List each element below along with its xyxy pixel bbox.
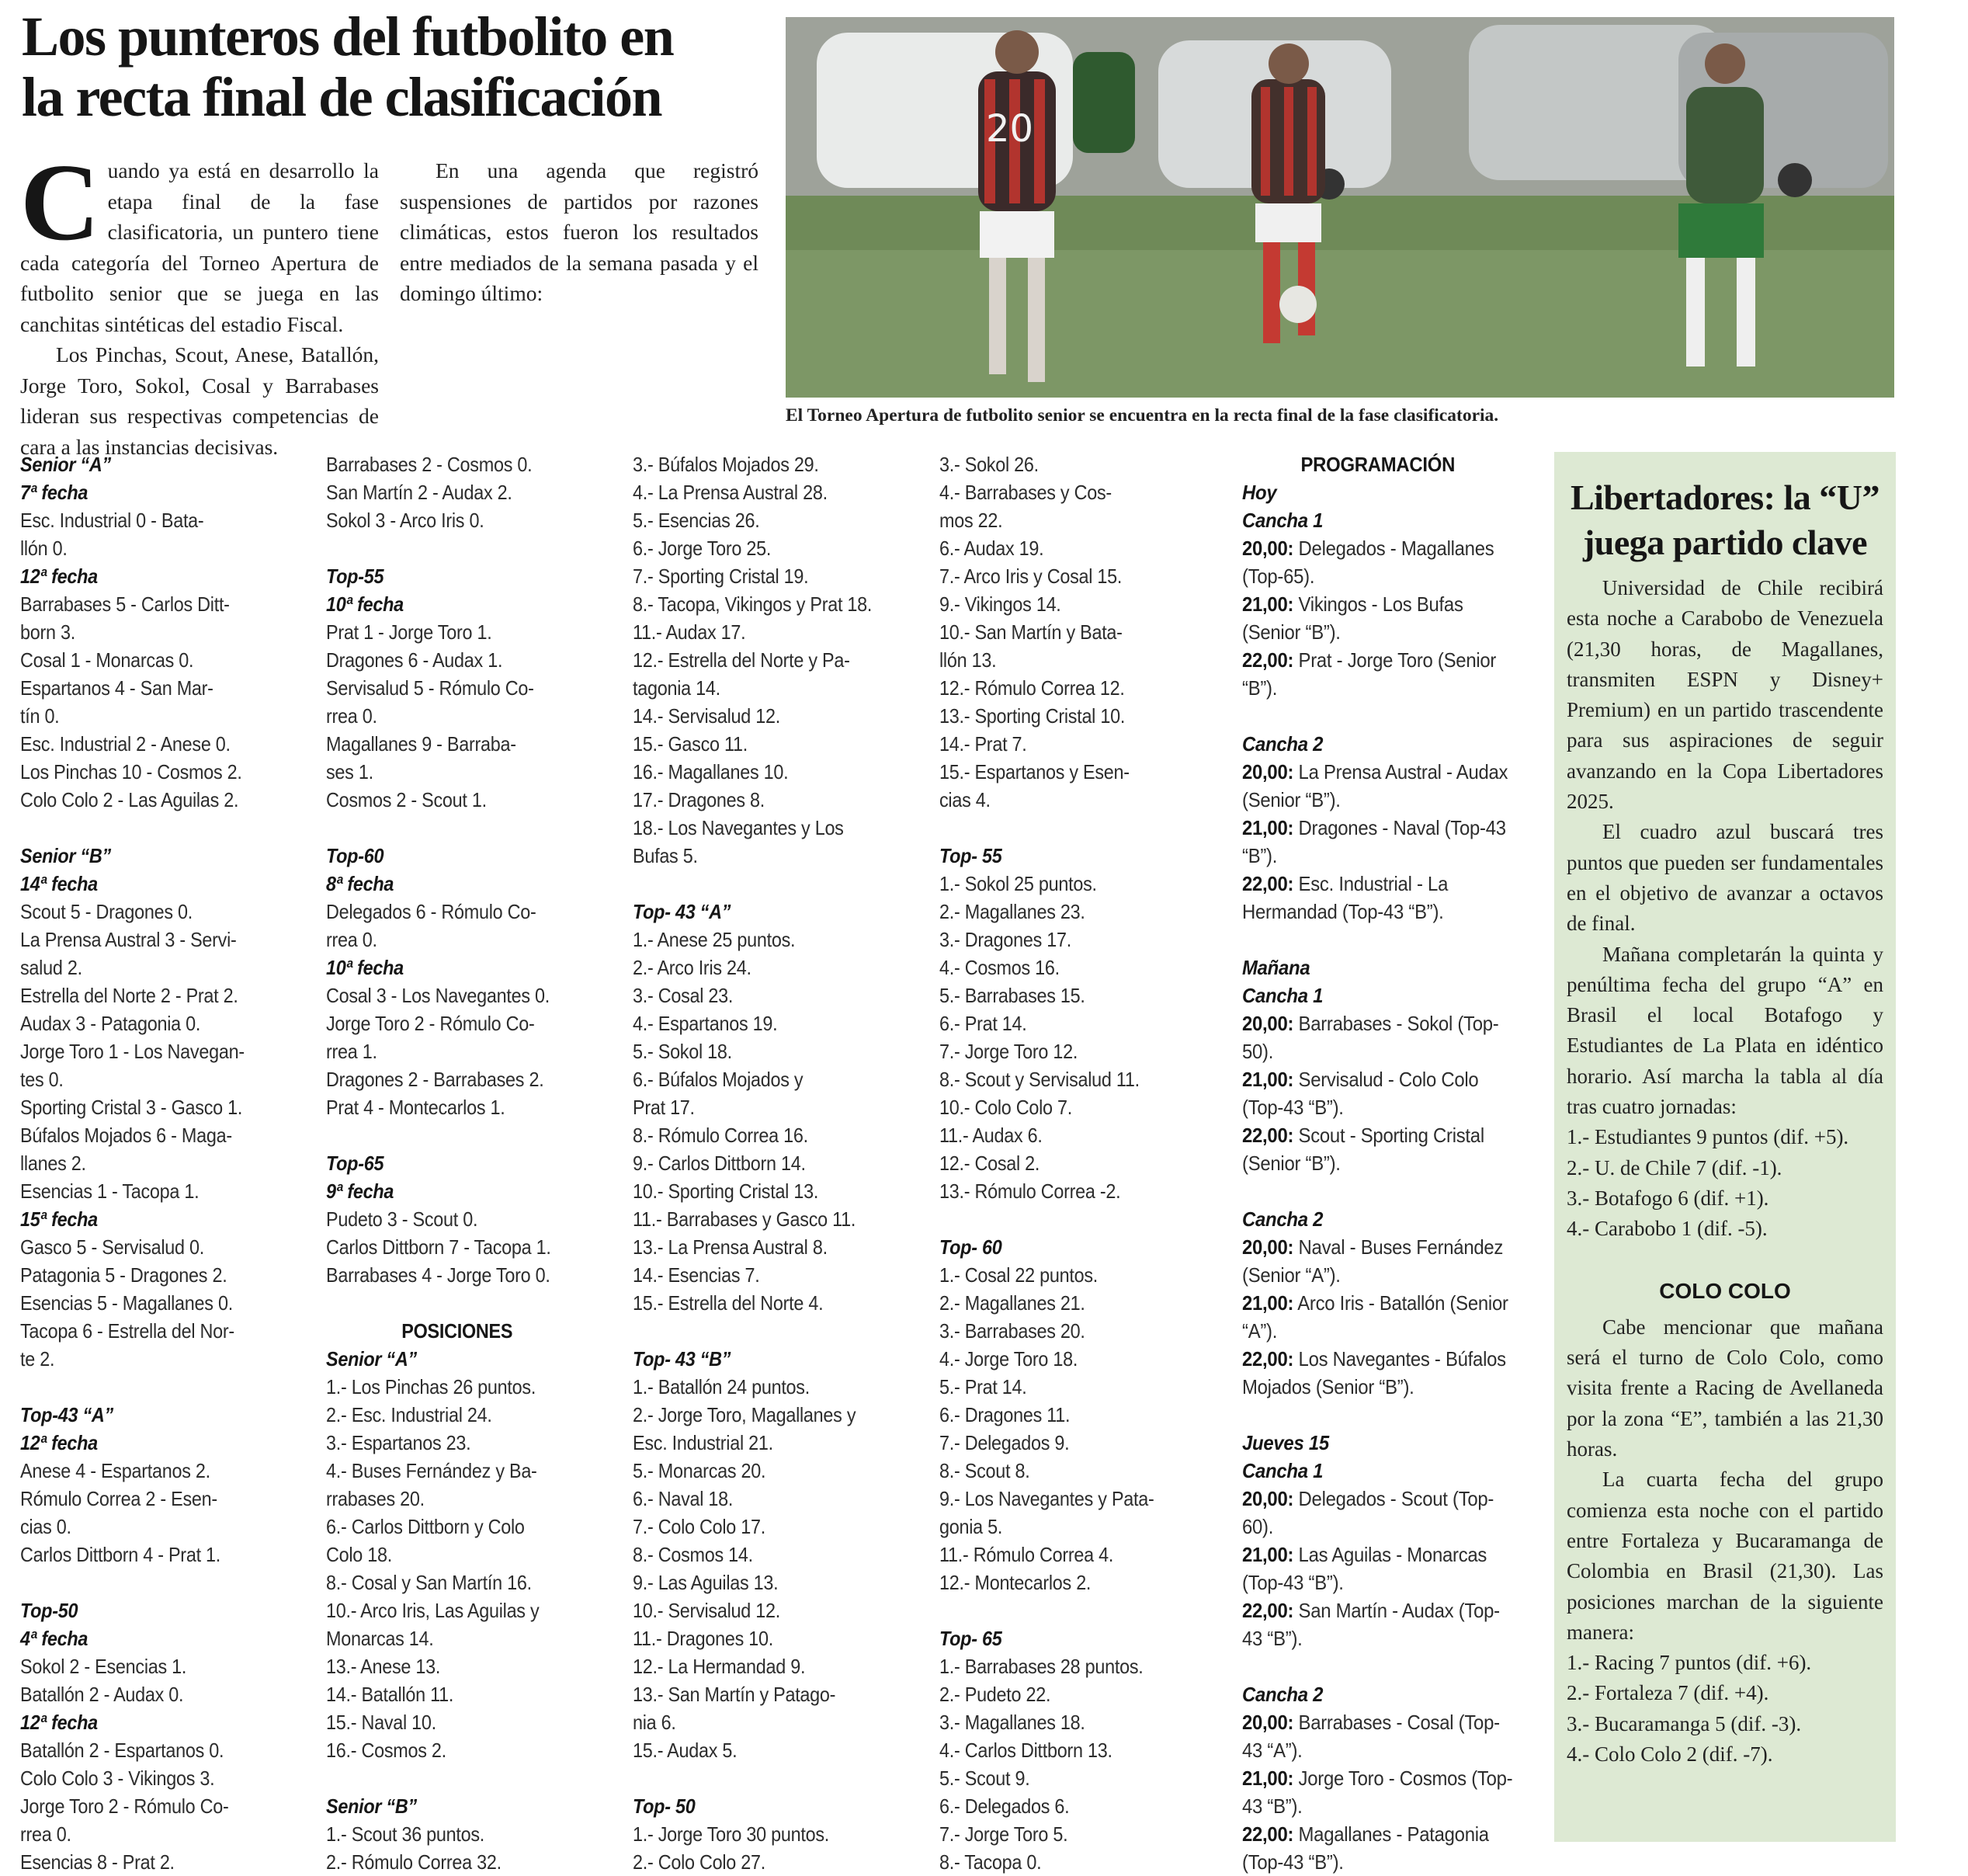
section-heading: Top- 60 [939,1235,1002,1259]
result-line: Anese 4 - Espartanos 2. [20,1459,210,1482]
sidebar-subhead: COLO COLO [1659,1278,1791,1303]
section-heading: 7ª fecha [20,481,89,504]
match-entry: 20,00: Delegados - Scout (Top-60). [1242,1487,1494,1538]
result-line: 13.- Rómulo Correa -2. [939,1179,1121,1203]
intro-column-2 [400,155,758,309]
result-line: 1.- Jorge Toro 30 puntos. [633,1822,829,1846]
result-line: 11.- Audax 17. [633,620,746,644]
result-line: 13.- Anese 13. [326,1655,441,1678]
match-entry: 22,00: Prat - Jorge Toro (Senior “B”). [1242,648,1497,700]
result-line: 6.- Búfalos Mojados y [633,1068,804,1091]
section-heading: Cancha 2 [1242,1207,1324,1231]
match-entry: 20,00: Barrabases - Cosal (Top-43 “A”). [1242,1711,1500,1762]
section-heading: 10ª fecha [326,956,404,979]
match-entry: 22,00: Los Navegantes - Búfalos Mojados (Senior “B”). [1242,1347,1506,1398]
result-line: 14.- Prat 7. [939,732,1027,756]
result-line: tín 0. [20,704,60,728]
result-line: 4.- Buses Fernández y Ba- [326,1459,537,1482]
spacer [326,1121,588,1149]
result-line: Carlos Dittborn 4 - Prat 1. [20,1543,221,1566]
sidebar-paragraph-4: Cabe mencionar que mañana será el turno de Colo Colo, como visita frente a Racing de Avellaneda por la zona “E”, también a las 21,30 horas. [1567,1315,1883,1461]
result-line: 13.- La Prensa Austral 8. [633,1235,828,1259]
section-heading: Cancha 1 [1242,1459,1324,1482]
schedule-column [1242,450,1514,1876]
result-line: Rómulo Correa 2 - Esen- [20,1487,217,1510]
result-line: rrabases 20. [326,1487,425,1510]
result-line: ses 1. [326,760,373,783]
spacer [1242,926,1514,954]
result-line: 8.- Scout 8. [939,1459,1030,1482]
standings-column-3 [633,450,895,1876]
headline [22,6,767,127]
result-line: 8.- Rómulo Correa 16. [633,1124,808,1147]
result-line: tagonia 14. [633,676,720,700]
result-line: Barrabases 4 - Jorge Toro 0. [326,1263,550,1287]
standings-group-a-1: 1.- Estudiantes 9 puntos (dif. +5). [1567,1125,1849,1149]
result-line: 7.- Sporting Cristal 19. [633,565,809,588]
photo-caption: El Torneo Apertura de futbolito senior se encuentra en la recta final de la fase clasificatoria. [786,405,1499,426]
result-line: 16.- Magallanes 10. [633,760,789,783]
result-line: 4.- Cosmos 16. [939,956,1060,979]
intro-paragraph-3: En una agenda que registró suspensiones de partidos por razones climáticas, estos fueron los resultados entre mediados de la semana pasada y el domingo último: [400,158,758,305]
spacer [939,1596,1202,1624]
result-line: 12.- Rómulo Correa 12. [939,676,1125,700]
result-line: llón 13. [939,648,997,672]
result-line: Esc. Industrial 0 - Bata- [20,509,204,532]
result-line: tes 0. [20,1068,64,1091]
match-entry: 21,00: Dragones - Naval (Top-43 “B”). [1242,816,1506,867]
result-line: nia 6. [633,1711,676,1734]
section-heading: Top-55 [326,565,384,588]
result-line: 6.- Dragones 11. [939,1403,1071,1426]
sidebar-paragraph-2: El cuadro azul buscará tres puntos que pueden ser fundamentales en el objetivo de avanzar a octavos de final. [1567,820,1883,936]
match-entry: 22,00: San Martín - Audax (Top-43 “B”). [1242,1599,1500,1650]
section-heading: Mañana [1242,956,1310,979]
result-line: Delegados 6 - Rómulo Co- [326,900,536,923]
section-heading: 10ª fecha [326,592,404,616]
section-heading: 8ª fecha [326,872,394,895]
standings-group-e-1: 1.- Racing 7 puntos (dif. +6). [1567,1651,1812,1675]
result-line: 12.- Estrella del Norte y Pa- [633,648,850,672]
sidebar-paragraph-3: Mañana completarán la quinta y penúltima fecha del grupo “A” en Brasil el local Botafogo y Estudiantes de La Plata en idéntico horario. Así marcha la tabla al día tras cuatro jornadas: [1567,942,1883,1119]
result-line: cias 4. [939,788,991,811]
result-line: 7.- Jorge Toro 12. [939,1040,1078,1063]
result-line: 3.- Sokol 26. [939,453,1039,476]
sidebar-paragraph-1: Universidad de Chile recibirá esta noche a Carabobo de Venezuela (21,30 horas, de Magallanes, transmiten ESPN y Disney+ Premium) en un partido trascendente para sus aspiraciones de seguir avanzando en la Copa Libertadores 2025. [1567,576,1883,814]
section-heading: Top-43 “A” [20,1403,113,1426]
result-line: 11.- Rómulo Correa 4. [939,1543,1114,1566]
result-line: 2.- Rómulo Correa 32. [326,1850,502,1874]
section-heading: 12ª fecha [20,1431,98,1454]
result-line: Sokol 2 - Esencias 1. [20,1655,187,1678]
spacer [1242,1652,1514,1680]
spacer [633,1764,895,1792]
result-line: 2.- Arco Iris 24. [633,956,751,979]
result-line: 14.- Servisalud 12. [633,704,780,728]
result-line: rrea 0. [20,1822,71,1846]
result-line: 6.- Carlos Dittborn y Colo [326,1515,525,1538]
result-line: 9.- Carlos Dittborn 14. [633,1152,806,1175]
intro-paragraph-1: Cuando ya está en desarrollo la etapa final de la fase clasificatoria, un puntero tiene cada categoría del Torneo Apertura de futbolito senior que se juega en las canchitas sintéticas del estadio Fiscal. [20,141,379,336]
sidebar-title [1567,475,1883,565]
result-line: 5.- Scout 9. [939,1767,1030,1790]
section-heading: Top-65 [326,1152,384,1175]
libertadores-sidebar [1554,452,1896,1842]
result-line: 4.- Carlos Dittborn 13. [939,1739,1112,1762]
match-entry: 20,00: Delegados - Magallanes (Top-65). [1242,537,1494,588]
result-line: cias 0. [20,1515,71,1538]
result-line: Carlos Dittborn 7 - Tacopa 1. [326,1235,551,1259]
result-line: 5.- Monarcas 20. [633,1459,766,1482]
result-line: 2.- Pudeto 22. [939,1683,1051,1706]
headline-line-2: la recta final de clasificación [22,66,662,128]
result-line: 9.- Los Navegantes y Pata- [939,1487,1154,1510]
result-line: 3.- Dragones 17. [939,928,1071,951]
result-line: Barrabases 5 - Carlos Ditt- [20,592,230,616]
result-line: Prat 17. [633,1096,695,1119]
result-line: Dragones 6 - Audax 1. [326,648,503,672]
section-heading: Cancha 1 [1242,984,1324,1007]
result-line: Jorge Toro 2 - Rómulo Co- [326,1012,535,1035]
result-line: 7.- Colo Colo 17. [633,1515,766,1538]
result-line: 15.- Gasco 11. [633,732,748,756]
match-entry: 20,00: La Prensa Austral - Audax (Senior “B”). [1242,760,1508,811]
result-line: 11.- Barrabases y Gasco 11. [633,1207,856,1231]
spacer [326,534,588,562]
results-column-2 [326,450,588,1876]
drop-cap: C [20,141,100,263]
standings-column-4 [939,450,1202,1876]
standings-group-a-4: 4.- Carabobo 1 (dif. -5). [1567,1217,1768,1241]
result-line: 2.- Magallanes 23. [939,900,1085,923]
section-heading: Top-50 [20,1599,78,1622]
sidebar-paragraph-5: La cuarta fecha del grupo comienza esta noche con el partido entre Fortaleza y Bucaramanga de Colombia en Brasil (21,30). Las posiciones marchan de la siguiente manera: [1567,1468,1883,1644]
result-line: 3.- Espartanos 23. [326,1431,471,1454]
spacer [1242,702,1514,730]
match-entry: 20,00: Naval - Buses Fernández (Senior “A”). [1242,1235,1504,1287]
result-line: 5.- Sokol 18. [633,1040,732,1063]
result-line: 13.- Sporting Cristal 10. [939,704,1126,728]
result-line: Pudeto 3 - Scout 0. [326,1207,478,1231]
result-line: 2.- Esc. Industrial 24. [326,1403,492,1426]
match-entry: 20,00: Barrabases - Sokol (Top-50). [1242,1012,1499,1063]
result-line: 12.- La Hermandad 9. [633,1655,806,1678]
result-line: 4.- Jorge Toro 18. [939,1347,1078,1371]
section-heading: Top- 55 [939,844,1002,867]
result-line: rrea 0. [326,928,377,951]
result-line: 3.- Cosal 23. [633,984,734,1007]
result-line: Tacopa 6 - Estrella del Nor- [20,1319,234,1343]
spacer [633,870,895,898]
result-line: 1.- Batallón 24 puntos. [633,1375,810,1398]
result-line: Prat 4 - Montecarlos 1. [326,1096,505,1119]
jersey-number: 20 [986,107,1034,151]
result-line: Colo Colo 3 - Vikingos 3. [20,1767,215,1790]
section-heading: Senior “A” [326,1347,417,1371]
result-line: 15.- Naval 10. [326,1711,436,1734]
result-line: 5.- Esencias 26. [633,509,760,532]
result-line: Patagonia 5 - Dragones 2. [20,1263,227,1287]
result-line: Jorge Toro 2 - Rómulo Co- [20,1794,229,1818]
result-line: 18.- Los Navegantes y Los [633,816,844,839]
result-line: 5.- Prat 14. [939,1375,1027,1398]
result-line: 8.- Cosmos 14. [633,1543,753,1566]
result-line: Barrabases 2 - Cosmos 0. [326,453,533,476]
match-entry: 21,00: Jorge Toro - Cosmos (Top-43 “B”). [1242,1767,1513,1818]
result-line: 1.- Barrabases 28 puntos. [939,1655,1144,1678]
result-line: 7.- Arco Iris y Cosal 15. [939,565,1123,588]
match-entry: 21,00: Servisalud - Colo Colo (Top-43 “B”). [1242,1068,1479,1119]
result-line: 1.- Los Pinchas 26 puntos. [326,1375,536,1398]
result-line: Los Pinchas 10 - Cosmos 2. [20,760,242,783]
section-heading: Top- 43 “B” [633,1347,731,1371]
result-line: Audax 3 - Patagonia 0. [20,1012,201,1035]
result-line: 2.- Jorge Toro, Magallanes y [633,1403,856,1426]
sidebar-body [1567,573,1883,1770]
result-line: Jorge Toro 1 - Los Navegan- [20,1040,245,1063]
spacer [1242,1401,1514,1429]
result-line: Estrella del Norte 2 - Prat 2. [20,984,238,1007]
results-column-1 [20,450,283,1876]
result-line: te 2. [20,1347,55,1371]
result-line: San Martín 2 - Audax 2. [326,481,512,504]
result-line: 10.- San Martín y Bata- [939,620,1123,644]
section-heading: 12ª fecha [20,1711,98,1734]
headline-line-1: Los punteros del futbolito en [22,5,674,68]
result-line: born 3. [20,620,75,644]
result-line: Prat 1 - Jorge Toro 1. [326,620,492,644]
standings-group-e-2: 2.- Fortaleza 7 (dif. +4). [1567,1681,1769,1705]
result-line: rrea 0. [326,704,377,728]
result-line: Gasco 5 - Servisalud 0. [20,1235,205,1259]
standings-group-a-2: 2.- U. de Chile 7 (dif. -1). [1567,1155,1782,1179]
sidebar-title-line-2: juega partido clave [1582,523,1868,562]
spacer [939,1205,1202,1233]
result-line: 9.- Las Aguilas 13. [633,1571,779,1594]
result-line: 4.- La Prensa Austral 28. [633,481,828,504]
result-line: 3.- Barrabases 20. [939,1319,1085,1343]
result-line: 6.- Jorge Toro 25. [633,537,772,560]
result-line: 8.- Cosal y San Martín 16. [326,1571,532,1594]
result-line: Batallón 2 - Espartanos 0. [20,1739,224,1762]
result-line: salud 2. [20,956,82,979]
result-line: Colo Colo 2 - Las Aguilas 2. [20,788,239,811]
spacer [1242,1177,1514,1205]
result-line: 1.- Scout 36 puntos. [326,1822,485,1846]
result-line: Magallanes 9 - Barraba- [326,732,516,756]
result-line: 16.- Cosmos 2. [326,1739,446,1762]
result-line: 4.- Barrabases y Cos- [939,481,1112,504]
standings-group-e-4: 4.- Colo Colo 2 (dif. -7). [1567,1742,1773,1766]
result-line: Scout 5 - Dragones 0. [20,900,193,923]
result-line: 6.- Prat 14. [939,1012,1027,1035]
result-line: 2.- Magallanes 21. [939,1291,1085,1315]
section-heading: Senior “A” [20,453,111,476]
result-line: 12.- Montecarlos 2. [939,1571,1092,1594]
result-line: Cosmos 2 - Scout 1. [326,788,487,811]
result-line: 12.- Cosal 2. [939,1152,1040,1175]
standings-group-e-3: 3.- Bucaramanga 5 (dif. -3). [1567,1711,1802,1735]
result-line: 1.- Anese 25 puntos. [633,928,796,951]
section-heading: 12ª fecha [20,565,98,588]
result-line: rrea 1. [326,1040,377,1063]
match-photo [786,17,1894,398]
result-line: 10.- Colo Colo 7. [939,1096,1073,1119]
standings-group-a-3: 3.- Botafogo 6 (dif. +1). [1567,1186,1769,1210]
section-heading: Senior “B” [20,844,111,867]
result-line: 15.- Audax 5. [633,1739,738,1762]
result-line: 15.- Espartanos y Esen- [939,760,1130,783]
result-line: 13.- San Martín y Patago- [633,1683,836,1706]
result-line: 4.- Espartanos 19. [633,1012,778,1035]
result-line: Esencias 5 - Magallanes 0. [20,1291,233,1315]
spacer [20,1373,283,1401]
spacer [326,1289,588,1317]
result-line: 11.- Audax 6. [939,1124,1043,1147]
result-line: 10.- Arco Iris, Las Aguilas y [326,1599,540,1622]
match-photo-illustration [786,17,1894,398]
spacer [326,814,588,842]
result-line: Esencias 1 - Tacopa 1. [20,1179,200,1203]
result-line: Cosal 3 - Los Navegantes 0. [326,984,550,1007]
result-line: llanes 2. [20,1152,86,1175]
result-line: Monarcas 14. [326,1627,434,1650]
spacer [20,1569,283,1596]
result-line: 8.- Tacopa, Vikingos y Prat 18. [633,592,873,616]
result-line: 5.- Barrabases 15. [939,984,1085,1007]
match-entry: 22,00: Esc. Industrial - La Hermandad (Top-43 “B”). [1242,872,1449,923]
result-line: La Prensa Austral 3 - Servi- [20,928,237,951]
intro-column-1 [20,141,379,462]
section-heading: Top- 65 [939,1627,1002,1650]
section-heading: 9ª fecha [326,1179,394,1203]
result-line: 10.- Servisalud 12. [633,1599,780,1622]
match-entry: 22,00: Magallanes - Patagonia (Top-43 “B”). [1242,1822,1489,1874]
result-line: 11.- Dragones 10. [633,1627,773,1650]
section-heading: Top- 43 “A” [633,900,731,923]
result-line: 8.- Tacopa 0. [939,1850,1042,1874]
section-heading: Hoy [1242,481,1277,504]
section-heading: Senior “B” [326,1794,417,1818]
result-line: 14.- Batallón 11. [326,1683,454,1706]
result-line: 15.- Estrella del Norte 4. [633,1291,824,1315]
result-line: 8.- Scout y Servisalud 11. [939,1068,1140,1091]
section-heading: Jueves 15 [1242,1431,1329,1454]
section-heading: Cancha 2 [1242,732,1324,756]
match-entry: 22,00: Scout - Sporting Cristal (Senior “B”). [1242,1124,1484,1175]
match-entry: 21,00: Vikingos - Los Bufas (Senior “B”). [1242,592,1463,644]
section-heading: 15ª fecha [20,1207,98,1231]
spacer [633,1317,895,1345]
section-heading: Top- 50 [633,1794,696,1818]
result-line: gonia 5. [939,1515,1003,1538]
result-line: mos 22. [939,509,1003,532]
result-line: 6.- Audax 19. [939,537,1044,560]
result-line: 9.- Vikingos 14. [939,592,1061,616]
section-heading: 4ª fecha [20,1627,89,1650]
match-entry: 21,00: Las Aguilas - Monarcas (Top-43 “B”). [1242,1543,1487,1594]
result-line: 17.- Dragones 8. [633,788,765,811]
section-heading: Top-60 [326,844,384,867]
spacer [20,814,283,842]
column-heading: PROGRAMACIÓN [1300,453,1456,476]
section-heading: 14ª fecha [20,872,98,895]
column-heading: POSICIONES [401,1319,513,1343]
result-line: Búfalos Mojados 6 - Maga- [20,1124,232,1147]
result-line: 1.- Cosal 22 puntos. [939,1263,1099,1287]
result-line: 7.- Jorge Toro 5. [939,1822,1068,1846]
spacer [939,814,1202,842]
result-line: Esc. Industrial 21. [633,1431,773,1454]
section-heading: Cancha 2 [1242,1683,1324,1706]
match-entry: 21,00: Arco Iris - Batallón (Senior “A”). [1242,1291,1508,1343]
sidebar-title-line-1: Libertadores: la “U” [1570,478,1879,517]
result-line: Batallón 2 - Audax 0. [20,1683,184,1706]
result-line: Espartanos 4 - San Mar- [20,676,213,700]
result-line: Dragones 2 - Barrabases 2. [326,1068,544,1091]
result-line: Sporting Cristal 3 - Gasco 1. [20,1096,243,1119]
result-line: Esc. Industrial 2 - Anese 0. [20,732,231,756]
result-line: 7.- Delegados 9. [939,1431,1070,1454]
result-line: 3.- Magallanes 18. [939,1711,1085,1734]
result-line: Sokol 3 - Arco Iris 0. [326,509,484,532]
result-line: 2.- Colo Colo 27. [633,1850,766,1874]
result-line: 10.- Sporting Cristal 13. [633,1179,819,1203]
result-line: 3.- Búfalos Mojados 29. [633,453,819,476]
result-line: llón 0. [20,537,68,560]
result-line: 1.- Sokol 25 puntos. [939,872,1097,895]
intro-paragraph-2: Los Pinchas, Scout, Anese, Batallón, Jorge Toro, Sokol, Cosal y Barrabases lideran sus respectivas competencias de cara a las instancias decisivas. [20,342,379,459]
result-line: Bufas 5. [633,844,698,867]
result-line: Esencias 8 - Prat 2. [20,1850,175,1874]
result-line: Colo 18. [326,1543,393,1566]
section-heading: Cancha 1 [1242,509,1324,532]
result-line: 14.- Esencias 7. [633,1263,760,1287]
spacer [326,1764,588,1792]
result-line: Servisalud 5 - Rómulo Co- [326,676,534,700]
result-line: Cosal 1 - Monarcas 0. [20,648,194,672]
result-line: 6.- Naval 18. [633,1487,734,1510]
result-line: 6.- Delegados 6. [939,1794,1070,1818]
